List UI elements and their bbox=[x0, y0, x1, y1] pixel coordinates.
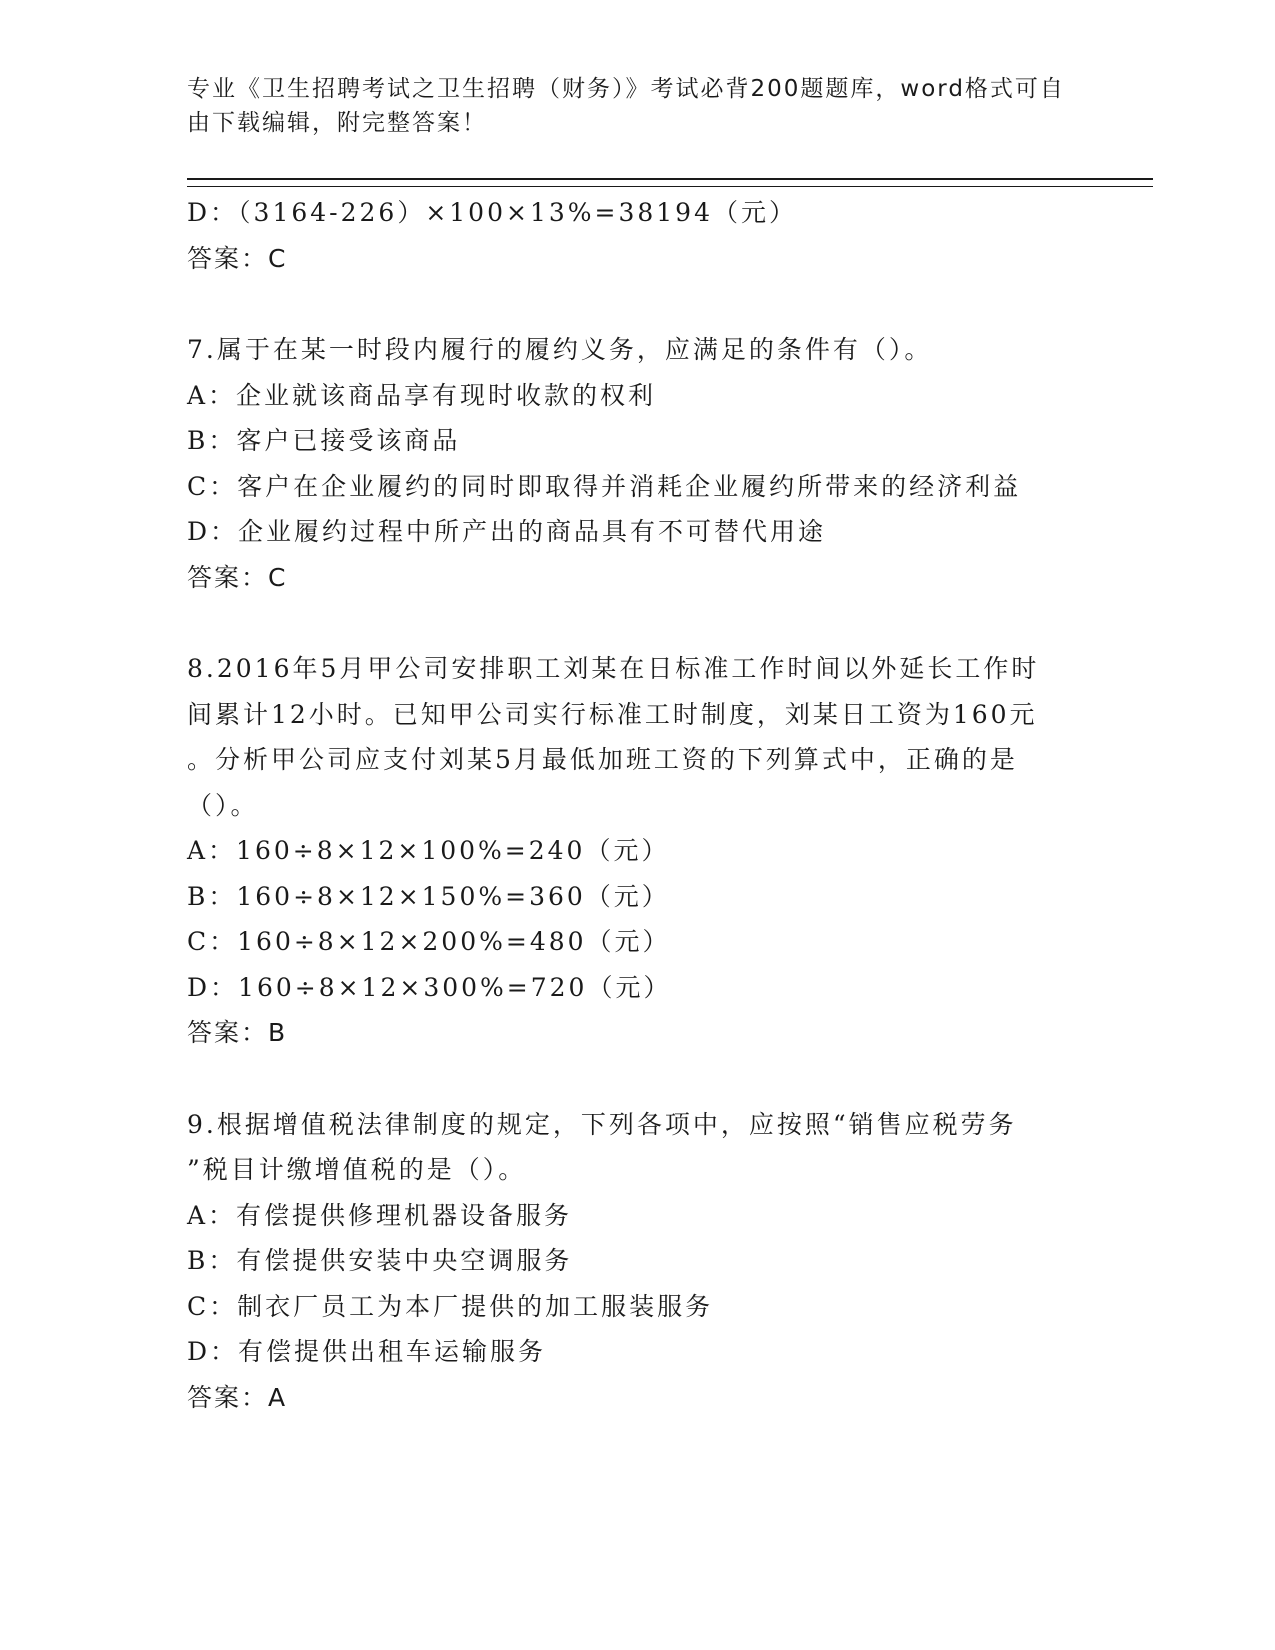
question-stem: ”税目计缴增值税的是（）。 bbox=[187, 1155, 527, 1184]
document-body bbox=[187, 190, 1087, 1420]
question-stem: 8.2016年5月甲公司安排职工刘某在日标准工作时间以外延长工作时 bbox=[187, 654, 1040, 683]
question-9 bbox=[187, 1102, 1087, 1421]
option-c: C：制衣厂员工为本厂提供的加工服装服务 bbox=[187, 1291, 714, 1321]
option-b: B：有偿提供安装中央空调服务 bbox=[187, 1246, 573, 1275]
header-line-2: 由下载编辑，附完整答案！ bbox=[187, 110, 487, 136]
header-divider bbox=[187, 178, 1153, 187]
answer-line: 答案：B bbox=[187, 1018, 288, 1047]
answer-line: 答案：C bbox=[187, 562, 288, 592]
question-stem: 。分析甲公司应支付刘某5月最低加班工资的下列算式中，正确的是 bbox=[187, 745, 1018, 774]
option-a: A：160÷8×12×100%=240（元） bbox=[187, 836, 670, 865]
question-7 bbox=[187, 327, 1087, 600]
option-c: C：160÷8×12×200%=480（元） bbox=[187, 927, 671, 956]
question-stem: （）。 bbox=[187, 790, 259, 820]
option-a: A：有偿提供修理机器设备服务 bbox=[187, 1200, 573, 1230]
header-line-1: 专业《卫生招聘考试之卫生招聘（财务）》考试必背200题题库，word格式可自 bbox=[187, 76, 1065, 102]
option-a: A：企业就该商品享有现时收款的权利 bbox=[187, 380, 657, 410]
option-d: D：企业履约过程中所产出的商品具有不可替代用途 bbox=[187, 517, 827, 546]
option-b: B：160÷8×12×150%=360（元） bbox=[187, 881, 670, 911]
question-stem: 7.属于在某一时段内履行的履约义务，应满足的条件有（）。 bbox=[187, 335, 933, 364]
question-stem: 间累计12小时。已知甲公司实行标准工时制度，刘某日工资为160元 bbox=[187, 699, 1038, 729]
option-c: C：客户在企业履约的同时即取得并消耗企业履约所带来的经济利益 bbox=[187, 471, 1022, 501]
option-d: D：160÷8×12×300%=720（元） bbox=[187, 972, 672, 1002]
option-d: D：有偿提供出租车运输服务 bbox=[187, 1337, 547, 1366]
option-d: D：（3164-226）×100×13%=38194（元） bbox=[187, 198, 797, 227]
question-stem: 9.根据增值税法律制度的规定，下列各项中，应按照“销售应税劳务 bbox=[187, 1109, 1017, 1139]
option-b: B：客户已接受该商品 bbox=[187, 426, 461, 455]
answer-line: 答案：C bbox=[187, 243, 288, 273]
answer-line: 答案：A bbox=[187, 1382, 288, 1412]
question-8 bbox=[187, 646, 1087, 1056]
document-header bbox=[187, 72, 1087, 140]
